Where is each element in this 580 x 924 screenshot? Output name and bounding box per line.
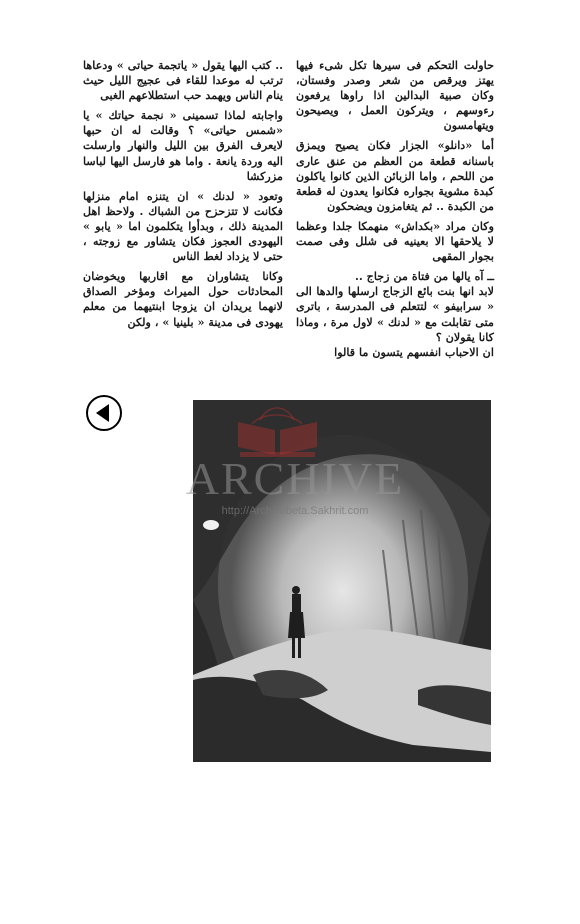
paragraph: واجابته لماذا تسمينى « نجمة حياتك » يا «شمس حياتى» ؟ وقالت له ان حبها لايعرف الفرق بين الليل والنهار وارسلت اليه وردة يانعة . واما هو فارسل اليها لباسا مزركشا [83,108,283,183]
paragraph: وكان مراد «بكداش» منهمكا جلدا وعظما لا يلاحقها الا بعينيه فى شلل وفى صمت بجوار المقهى [296,218,494,264]
left-arrow-icon[interactable] [86,395,122,431]
paragraph: أما «دانلو» الجزار فكان يصيح ويمزق باسنانه قطعة من العظم من عنق عارى من اللحم ، واما الزبائن الذين كانوا ياكلون كبدة مشوية بجواره فكانوا يعدون له قطعة من الكبدة .. ثم يتغامزون ويضحكون [296,138,494,213]
paragraph: حاولت التحكم فى سيرها تكل شىء فيها يهتز ويرقص من شعر وصدر وفستان، وكان صبية البدالين اذا راوها يرفعون رءوسهم ، ويتركون العمل ، ويصيحون ويتهامسون [296,58,494,133]
paragraph: ــ آه يالها من فتاة من زجاج .. [354,269,494,284]
watermark-url: http://Archivebeta.Sakhrit.com [221,505,369,517]
article-left-column [83,58,283,335]
article-right-column [296,58,494,365]
watermark-text: ARCHIVE [185,453,405,504]
paragraph: وكانا يتشاوران مع اقاربها ويخوضان المحادثات حول الميراث ومؤخر الصداق لانهما يريدان ان يزوجا ابنتيهما من معلم يهودى فى مدينة « بلينيا » ، ولكن [83,269,283,329]
paragraph: ان الاحباب انفسهم يتسون ما قالوا [334,344,494,359]
paragraph: .. كتب اليها يقول « ياتجمة حياتى » ودعاها ترتب له موعدا للقاء فى عجيج الليل حيث ينام الناس ويهمد حب استطلاعهم الغبى [83,58,283,103]
paragraph: وتعود « لدنك » ان يتنزه امام منزلها فكانت لا تتزحزح من الشباك . ولاحظ اهل المدينة ذلك ، وبدأوا يتكلمون اما « يابو » اليهودى العجوز فكان يتشاور مع زوجته ، حتى لا يزداد لغط الناس [83,188,283,264]
arrow-triangle [96,404,109,422]
paragraph: لابد انها بنت بائع الزجاج ارسلها والدها الى « سرابيفو » لتتعلم فى المدرسة ، باترى متى تقابلت مع « لدنك » لاول مرة ، وماذا كانا يقولان ؟ [296,284,494,344]
